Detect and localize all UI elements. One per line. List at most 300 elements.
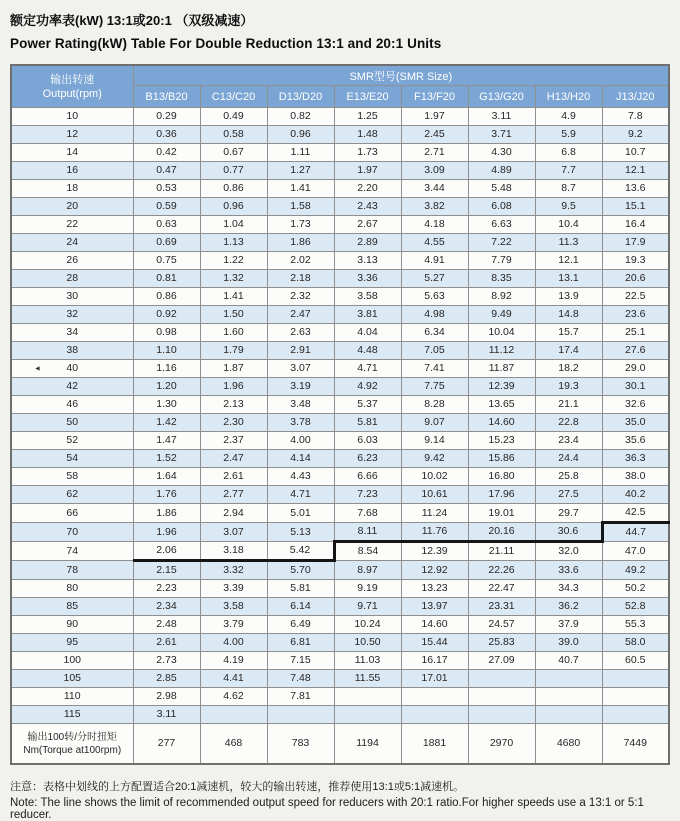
rpm-value: 80 xyxy=(66,582,79,594)
power-cell: 2.98 xyxy=(133,688,200,706)
power-cell: 7.41 xyxy=(401,360,468,378)
rpm-cell xyxy=(11,378,133,396)
torque-row xyxy=(11,724,669,765)
power-cell: 42.5 xyxy=(602,504,669,523)
power-cell: 1.76 xyxy=(133,486,200,504)
power-cell: 22.26 xyxy=(468,561,535,580)
power-cell xyxy=(334,706,401,724)
power-cell: 3.81 xyxy=(334,306,401,324)
power-cell: 25.83 xyxy=(468,634,535,652)
power-cell: 23.6 xyxy=(602,306,669,324)
power-cell: 33.6 xyxy=(535,561,602,580)
power-cell: 7.7 xyxy=(535,162,602,180)
power-cell: 1.86 xyxy=(267,234,334,252)
power-cell: 2.89 xyxy=(334,234,401,252)
table-row xyxy=(11,432,669,450)
power-cell: 9.07 xyxy=(401,414,468,432)
table-row xyxy=(11,670,669,688)
power-cell: 8.35 xyxy=(468,270,535,288)
power-cell: 2.37 xyxy=(200,432,267,450)
power-cell: 12.92 xyxy=(401,561,468,580)
torque-cell: 1194 xyxy=(334,724,401,765)
power-cell: 4.04 xyxy=(334,324,401,342)
table-row xyxy=(11,108,669,126)
power-cell: 7.22 xyxy=(468,234,535,252)
power-table xyxy=(10,64,670,765)
power-cell: 10.61 xyxy=(401,486,468,504)
power-cell: 9.71 xyxy=(334,598,401,616)
rpm-cell xyxy=(11,486,133,504)
rpm-value: 100 xyxy=(63,654,82,666)
power-cell: 58.0 xyxy=(602,634,669,652)
rpm-cell xyxy=(11,432,133,450)
power-cell: 4.18 xyxy=(401,216,468,234)
power-cell xyxy=(334,688,401,706)
size-column-header: C13/C20 xyxy=(200,86,267,108)
power-cell: 2.77 xyxy=(200,486,267,504)
power-cell: 25.1 xyxy=(602,324,669,342)
power-cell: 2.48 xyxy=(133,616,200,634)
power-cell: 14.60 xyxy=(401,616,468,634)
power-cell: 3.07 xyxy=(267,360,334,378)
rpm-value: 14 xyxy=(66,146,79,158)
table-row xyxy=(11,634,669,652)
power-cell: 4.43 xyxy=(267,468,334,486)
power-cell: 0.59 xyxy=(133,198,200,216)
power-cell: 4.55 xyxy=(401,234,468,252)
power-cell: 2.23 xyxy=(133,580,200,598)
rpm-value: 115 xyxy=(63,708,81,720)
power-cell: 11.87 xyxy=(468,360,535,378)
power-cell: 9.14 xyxy=(401,432,468,450)
power-cell: 19.01 xyxy=(468,504,535,523)
rpm-cell xyxy=(11,360,133,378)
power-cell: 10.4 xyxy=(535,216,602,234)
rpm-value: 74 xyxy=(66,544,79,557)
note-zh: 注意：表格中划线的上方配置适合20:1减速机，较大的输出转速，推荐使用13:1或5:1减速机。 xyxy=(10,781,465,793)
rpm-value: 28 xyxy=(66,272,79,284)
rpm-cell xyxy=(11,598,133,616)
power-cell: 17.4 xyxy=(535,342,602,360)
power-cell: 23.4 xyxy=(535,432,602,450)
rpm-value: 22 xyxy=(66,218,79,230)
table-row xyxy=(11,360,669,378)
power-cell: 4.00 xyxy=(267,432,334,450)
rpm-cell xyxy=(11,504,133,523)
power-cell: 27.6 xyxy=(602,342,669,360)
rpm-cell xyxy=(11,144,133,162)
power-cell: 22.8 xyxy=(535,414,602,432)
power-cell: 5.70 xyxy=(267,561,334,580)
power-cell: 13.65 xyxy=(468,396,535,414)
rpm-cell xyxy=(11,561,133,580)
rpm-value: 58 xyxy=(66,470,79,482)
power-cell: 32.6 xyxy=(602,396,669,414)
power-cell: 17.01 xyxy=(401,670,468,688)
page-title-en: Power Rating(kW) Table For Double Reduction 13:1 and 20:1 Units xyxy=(10,36,442,51)
power-cell: 11.12 xyxy=(468,342,535,360)
power-cell: 30.6 xyxy=(535,523,602,542)
power-cell: 24.4 xyxy=(535,450,602,468)
power-cell xyxy=(602,688,669,706)
power-cell: 0.36 xyxy=(133,126,200,144)
power-cell: 2.61 xyxy=(200,468,267,486)
table-row xyxy=(11,688,669,706)
power-cell xyxy=(602,706,669,724)
power-cell: 10.7 xyxy=(602,144,669,162)
rpm-value: 78 xyxy=(66,563,79,576)
power-cell: 8.97 xyxy=(334,561,401,580)
power-cell: 1.41 xyxy=(267,180,334,198)
power-cell: 0.86 xyxy=(133,288,200,306)
power-cell: 2.15 xyxy=(133,561,200,580)
power-cell: 0.47 xyxy=(133,162,200,180)
power-cell: 1.04 xyxy=(200,216,267,234)
size-column-header: B13/B20 xyxy=(133,86,200,108)
power-cell: 2.91 xyxy=(267,342,334,360)
power-cell: 1.97 xyxy=(401,108,468,126)
table-row xyxy=(11,306,669,324)
rpm-cell xyxy=(11,270,133,288)
power-cell: 35.0 xyxy=(602,414,669,432)
rpm-cell xyxy=(11,216,133,234)
power-cell: 14.8 xyxy=(535,306,602,324)
power-cell: 17.96 xyxy=(468,486,535,504)
power-cell: 0.81 xyxy=(133,270,200,288)
power-cell: 4.30 xyxy=(468,144,535,162)
power-cell: 3.58 xyxy=(200,598,267,616)
power-cell: 1.32 xyxy=(200,270,267,288)
power-cell: 6.49 xyxy=(267,616,334,634)
table-row xyxy=(11,270,669,288)
table-row xyxy=(11,378,669,396)
notes-block xyxy=(10,778,670,821)
power-cell: 0.29 xyxy=(133,108,200,126)
size-column-header: J13/J20 xyxy=(602,86,669,108)
rpm-cell xyxy=(11,688,133,706)
power-cell: 2.06 xyxy=(133,542,200,561)
rpm-value: 24 xyxy=(66,236,79,248)
power-cell: 0.96 xyxy=(200,198,267,216)
power-cell: 13.97 xyxy=(401,598,468,616)
power-cell: 3.13 xyxy=(334,252,401,270)
power-cell: 1.42 xyxy=(133,414,200,432)
page-title-zh: 额定功率表(kW) 13:1或20:1 （双级减速） xyxy=(10,13,254,28)
power-cell: 3.11 xyxy=(133,706,200,724)
power-cell: 0.69 xyxy=(133,234,200,252)
power-cell: 9.5 xyxy=(535,198,602,216)
power-cell: 47.0 xyxy=(602,542,669,561)
size-column-header: G13/G20 xyxy=(468,86,535,108)
rpm-value: 50 xyxy=(66,416,79,428)
rpm-value: 52 xyxy=(66,434,79,446)
table-row xyxy=(11,288,669,306)
power-cell: 15.23 xyxy=(468,432,535,450)
power-cell: 0.96 xyxy=(267,126,334,144)
torque-cell: 783 xyxy=(267,724,334,765)
power-cell: 7.15 xyxy=(267,652,334,670)
table-row xyxy=(11,144,669,162)
table-row xyxy=(11,126,669,144)
power-cell: 12.1 xyxy=(535,252,602,270)
power-cell: 6.8 xyxy=(535,144,602,162)
torque-label-cell xyxy=(11,724,133,765)
power-cell: 2.63 xyxy=(267,324,334,342)
power-cell: 1.20 xyxy=(133,378,200,396)
table-row xyxy=(11,234,669,252)
rpm-value: 12 xyxy=(66,128,79,140)
power-cell: 9.42 xyxy=(401,450,468,468)
rpm-value: 70 xyxy=(66,525,79,538)
power-cell: 3.48 xyxy=(267,396,334,414)
power-cell: 8.28 xyxy=(401,396,468,414)
power-cell: 2.34 xyxy=(133,598,200,616)
power-cell: 4.19 xyxy=(200,652,267,670)
power-cell: 8.7 xyxy=(535,180,602,198)
power-cell: 1.96 xyxy=(200,378,267,396)
torque-cell: 2970 xyxy=(468,724,535,765)
rpm-value: 110 xyxy=(63,690,81,702)
power-cell: 13.23 xyxy=(401,580,468,598)
power-cell: 11.76 xyxy=(401,523,468,542)
power-cell: 0.98 xyxy=(133,324,200,342)
table-row xyxy=(11,523,669,542)
power-cell: 0.42 xyxy=(133,144,200,162)
power-cell: 40.2 xyxy=(602,486,669,504)
power-cell: 38.0 xyxy=(602,468,669,486)
power-cell: 7.75 xyxy=(401,378,468,396)
power-cell xyxy=(535,670,602,688)
power-cell: 1.11 xyxy=(267,144,334,162)
power-cell: 1.60 xyxy=(200,324,267,342)
table-row xyxy=(11,450,669,468)
power-cell: 1.79 xyxy=(200,342,267,360)
power-cell: 0.77 xyxy=(200,162,267,180)
power-cell: 36.3 xyxy=(602,450,669,468)
table-row xyxy=(11,468,669,486)
power-cell: 15.7 xyxy=(535,324,602,342)
torque-label-en: Nm(Torque at100rpm) xyxy=(23,744,122,756)
torque-cell: 7449 xyxy=(602,724,669,765)
power-cell: 4.71 xyxy=(334,360,401,378)
rpm-value: 54 xyxy=(66,452,79,464)
table-row xyxy=(11,396,669,414)
rpm-cell xyxy=(11,542,133,561)
power-cell: 27.5 xyxy=(535,486,602,504)
table-row xyxy=(11,598,669,616)
rpm-value: 20 xyxy=(66,200,79,212)
table-row xyxy=(11,542,669,561)
power-cell: 29.0 xyxy=(602,360,669,378)
rpm-cell xyxy=(11,616,133,634)
power-cell: 13.9 xyxy=(535,288,602,306)
power-cell xyxy=(401,706,468,724)
torque-cell: 1881 xyxy=(401,724,468,765)
note-en: Note: The line shows the limit of recommended output speed for reducers with 20:1 ratio.For higher speeds use a 13:1 or 5:1 reducer. xyxy=(10,797,644,821)
rpm-value: 85 xyxy=(66,600,79,612)
power-cell: 36.2 xyxy=(535,598,602,616)
power-cell: 17.9 xyxy=(602,234,669,252)
power-cell: 4.71 xyxy=(267,486,334,504)
power-cell: 1.22 xyxy=(200,252,267,270)
rpm-value: 62 xyxy=(66,488,79,500)
power-cell: 15.1 xyxy=(602,198,669,216)
power-cell xyxy=(468,706,535,724)
rpm-cell xyxy=(11,126,133,144)
power-cell: 2.13 xyxy=(200,396,267,414)
power-cell: 4.92 xyxy=(334,378,401,396)
cursor-artifact-icon: ◄ xyxy=(34,365,41,372)
power-cell: 4.48 xyxy=(334,342,401,360)
table-row xyxy=(11,324,669,342)
power-cell: 3.39 xyxy=(200,580,267,598)
size-column-header: D13/D20 xyxy=(267,86,334,108)
rpm-value: 46 xyxy=(66,398,79,410)
power-cell: 1.86 xyxy=(133,504,200,523)
power-cell: 2.73 xyxy=(133,652,200,670)
power-cell: 22.47 xyxy=(468,580,535,598)
power-cell: 16.17 xyxy=(401,652,468,670)
rpm-cell xyxy=(11,306,133,324)
power-cell: 2.30 xyxy=(200,414,267,432)
power-cell: 34.3 xyxy=(535,580,602,598)
rpm-value: 105 xyxy=(63,672,82,684)
power-cell: 11.03 xyxy=(334,652,401,670)
power-cell: 7.68 xyxy=(334,504,401,523)
power-cell: 4.9 xyxy=(535,108,602,126)
power-cell: 2.18 xyxy=(267,270,334,288)
power-cell: 15.86 xyxy=(468,450,535,468)
power-cell: 2.67 xyxy=(334,216,401,234)
power-cell: 6.23 xyxy=(334,450,401,468)
power-cell xyxy=(535,706,602,724)
power-cell: 50.2 xyxy=(602,580,669,598)
rpm-cell xyxy=(11,706,133,724)
power-cell: 1.73 xyxy=(267,216,334,234)
power-cell: 1.96 xyxy=(133,523,200,542)
power-cell: 2.32 xyxy=(267,288,334,306)
power-cell: 0.53 xyxy=(133,180,200,198)
power-cell: 0.86 xyxy=(200,180,267,198)
power-cell: 1.27 xyxy=(267,162,334,180)
rpm-header-en: Output(rpm) xyxy=(42,87,102,100)
power-cell: 5.42 xyxy=(267,542,334,561)
power-cell: 2.43 xyxy=(334,198,401,216)
power-cell: 9.49 xyxy=(468,306,535,324)
power-cell: 10.04 xyxy=(468,324,535,342)
power-cell xyxy=(267,706,334,724)
power-cell: 19.3 xyxy=(602,252,669,270)
power-cell: 12.39 xyxy=(401,542,468,561)
power-cell xyxy=(401,688,468,706)
power-cell: 15.44 xyxy=(401,634,468,652)
table-row xyxy=(11,652,669,670)
power-cell: 23.31 xyxy=(468,598,535,616)
power-cell: 39.0 xyxy=(535,634,602,652)
power-cell: 1.52 xyxy=(133,450,200,468)
power-cell: 5.27 xyxy=(401,270,468,288)
rpm-cell xyxy=(11,580,133,598)
power-cell: 7.23 xyxy=(334,486,401,504)
rpm-cell xyxy=(11,414,133,432)
power-cell: 6.34 xyxy=(401,324,468,342)
rpm-value: 95 xyxy=(66,636,79,648)
power-cell: 35.6 xyxy=(602,432,669,450)
rpm-cell xyxy=(11,468,133,486)
rpm-cell xyxy=(11,523,133,542)
power-cell: 12.39 xyxy=(468,378,535,396)
table-row xyxy=(11,162,669,180)
power-cell: 1.58 xyxy=(267,198,334,216)
size-column-header: F13/F20 xyxy=(401,86,468,108)
rpm-cell xyxy=(11,252,133,270)
table-row xyxy=(11,342,669,360)
power-cell xyxy=(200,706,267,724)
rpm-value: 30 xyxy=(66,290,79,302)
power-cell: 22.5 xyxy=(602,288,669,306)
table-row xyxy=(11,616,669,634)
power-cell: 3.78 xyxy=(267,414,334,432)
power-cell: 4.91 xyxy=(401,252,468,270)
rpm-cell xyxy=(11,108,133,126)
power-cell: 32.0 xyxy=(535,542,602,561)
rpm-value: 38 xyxy=(66,344,79,356)
power-cell: 6.14 xyxy=(267,598,334,616)
rpm-cell xyxy=(11,450,133,468)
power-cell xyxy=(602,670,669,688)
power-cell: 5.81 xyxy=(267,580,334,598)
power-cell: 1.47 xyxy=(133,432,200,450)
table-row xyxy=(11,414,669,432)
power-cell: 3.44 xyxy=(401,180,468,198)
power-cell: 7.05 xyxy=(401,342,468,360)
power-cell: 13.1 xyxy=(535,270,602,288)
power-cell: 1.48 xyxy=(334,126,401,144)
size-column-header: E13/E20 xyxy=(334,86,401,108)
power-cell: 29.7 xyxy=(535,504,602,523)
table-row xyxy=(11,504,669,523)
rpm-value: 16 xyxy=(66,164,79,176)
power-cell: 14.60 xyxy=(468,414,535,432)
power-cell: 0.92 xyxy=(133,306,200,324)
power-cell: 1.16 xyxy=(133,360,200,378)
power-cell: 11.55 xyxy=(334,670,401,688)
power-cell: 21.1 xyxy=(535,396,602,414)
power-cell: 1.73 xyxy=(334,144,401,162)
power-cell: 3.79 xyxy=(200,616,267,634)
power-cell: 60.5 xyxy=(602,652,669,670)
rpm-value: 32 xyxy=(66,308,79,320)
power-cell: 3.82 xyxy=(401,198,468,216)
power-cell: 1.87 xyxy=(200,360,267,378)
rpm-cell xyxy=(11,670,133,688)
power-cell: 1.41 xyxy=(200,288,267,306)
power-cell: 4.98 xyxy=(401,306,468,324)
rpm-value: 34 xyxy=(66,326,79,338)
rpm-cell xyxy=(11,234,133,252)
rpm-cell xyxy=(11,634,133,652)
table-row xyxy=(11,486,669,504)
rpm-value: 66 xyxy=(66,506,79,519)
power-cell: 6.08 xyxy=(468,198,535,216)
power-cell: 10.02 xyxy=(401,468,468,486)
rpm-cell xyxy=(11,396,133,414)
power-cell: 9.2 xyxy=(602,126,669,144)
rpm-value: 42 xyxy=(66,380,79,392)
power-cell: 6.81 xyxy=(267,634,334,652)
smr-size-group-header: SMR型号(SMR Size) xyxy=(133,65,669,86)
power-cell: 21.11 xyxy=(468,542,535,561)
